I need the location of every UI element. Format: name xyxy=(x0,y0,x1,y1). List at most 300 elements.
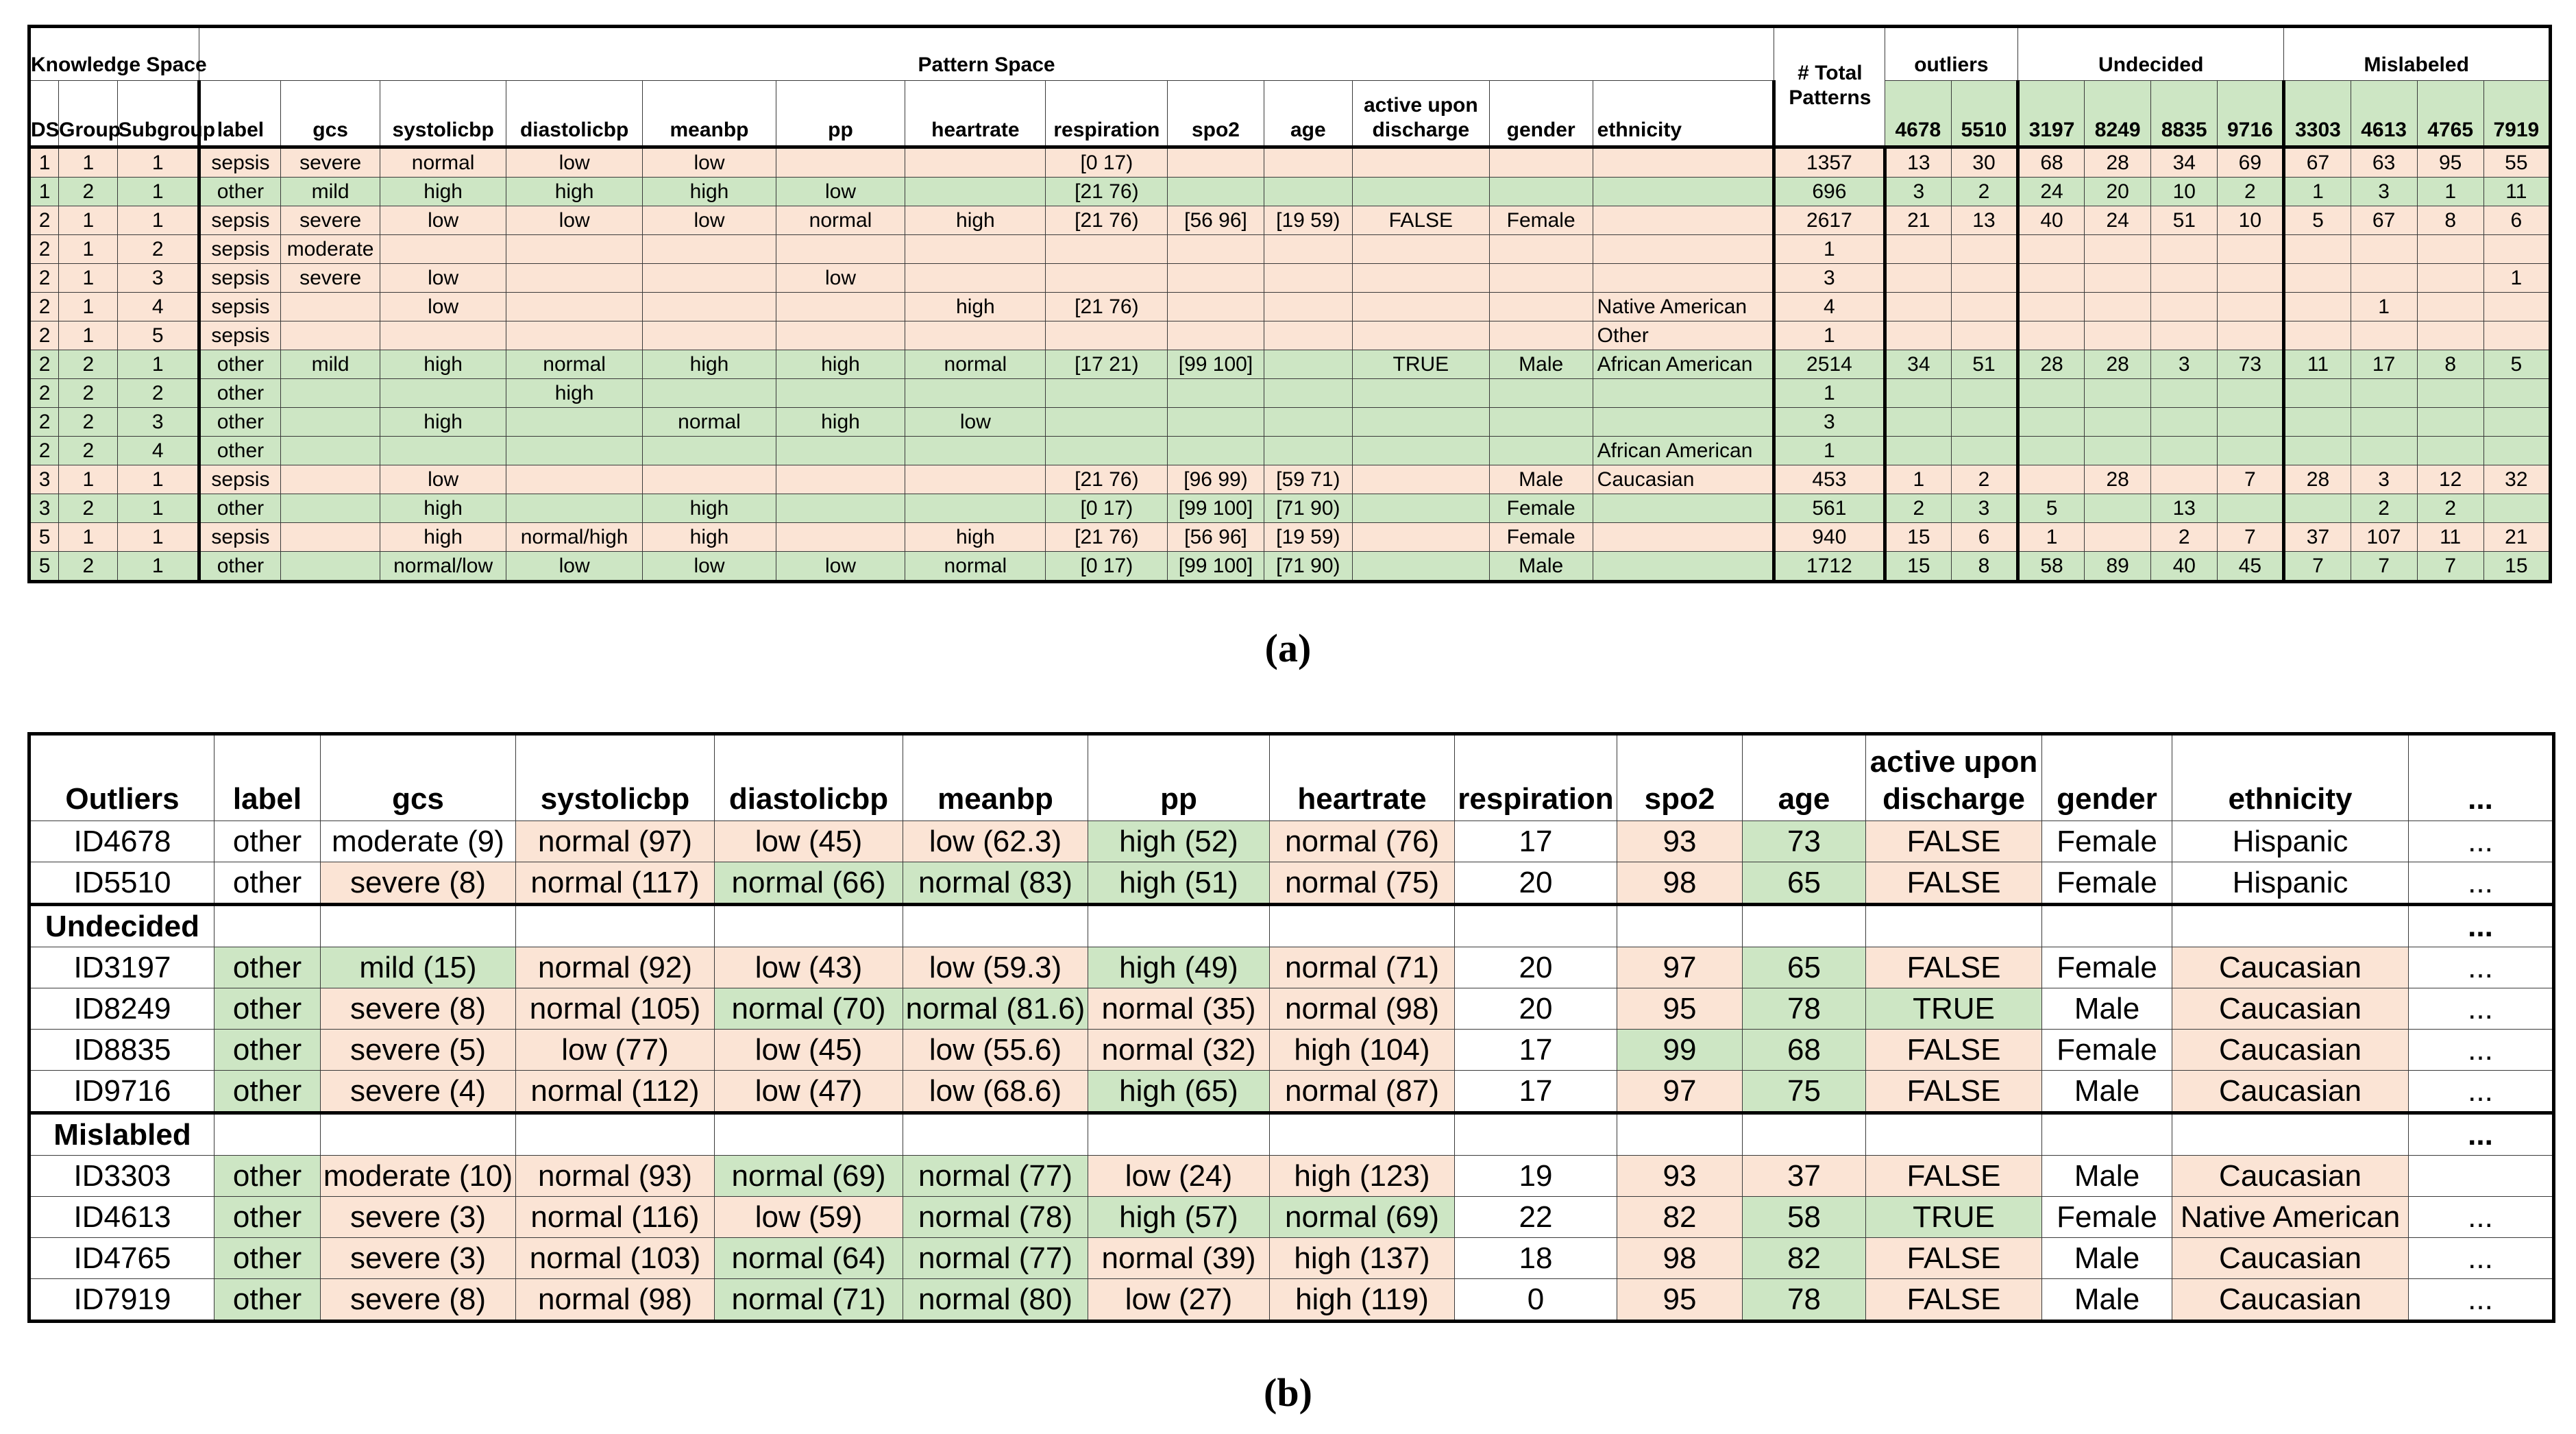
case-cell: FALSE xyxy=(1866,947,2042,988)
pattern-cell: severe xyxy=(280,206,380,235)
case-cell: ... xyxy=(2409,821,2554,862)
case-cell: high (49) xyxy=(1088,947,1270,988)
id-count-cell: 21 xyxy=(2483,523,2550,552)
id-count-cell: 15 xyxy=(1885,523,1951,552)
pattern-cell xyxy=(1046,264,1168,293)
case-cell: ... xyxy=(2409,1238,2554,1279)
pattern-row xyxy=(29,147,2551,178)
col-header-b-6: pp xyxy=(1088,734,1270,821)
id-count-cell xyxy=(2218,264,2284,293)
case-cell: ... xyxy=(2409,1071,2554,1113)
col-header-b-1: label xyxy=(214,734,321,821)
pattern-cell xyxy=(776,147,905,178)
id-count-cell: 24 xyxy=(2085,206,2151,235)
pattern-cell: high xyxy=(776,408,905,437)
pattern-cell xyxy=(1353,235,1490,264)
id-count-cell: 24 xyxy=(2018,178,2085,206)
id-count-cell: 13 xyxy=(1951,206,2017,235)
total-patterns-cell: 3 xyxy=(1774,264,1885,293)
col-header-b-5: meanbp xyxy=(903,734,1088,821)
case-cell: normal (70) xyxy=(715,988,903,1030)
pattern-cell: normal/high xyxy=(506,523,643,552)
id-count-cell xyxy=(2483,379,2550,408)
case-cell: normal (77) xyxy=(903,1238,1088,1279)
id-count-cell: 34 xyxy=(1885,350,1951,379)
group-empty-cell xyxy=(1617,1113,1743,1156)
case-cell: normal (87) xyxy=(1270,1071,1455,1113)
pattern-cell xyxy=(776,523,905,552)
pattern-cell: normal xyxy=(506,350,643,379)
pattern-cell xyxy=(1593,494,1774,523)
case-cell: Caucasian xyxy=(2172,1156,2409,1197)
id-count-cell: 34 xyxy=(2151,147,2218,178)
pattern-cell: [71 90) xyxy=(1264,494,1352,523)
group-name: Undecided xyxy=(29,905,214,947)
pattern-cell: 1 xyxy=(118,552,199,582)
id-col-header-1: 5510 xyxy=(1951,81,2017,147)
id-count-cell: 68 xyxy=(2018,147,2085,178)
pattern-cell: moderate xyxy=(280,235,380,264)
case-cell: 93 xyxy=(1617,1156,1743,1197)
pattern-summary-table xyxy=(27,25,2552,583)
case-cell: severe (8) xyxy=(321,862,516,905)
pattern-cell xyxy=(1489,293,1593,321)
pattern-cell xyxy=(1353,293,1490,321)
group-empty-cell xyxy=(903,905,1088,947)
pattern-cell: 3 xyxy=(29,494,59,523)
col-header-9: heartrate xyxy=(905,81,1046,147)
id-count-cell xyxy=(2351,235,2417,264)
group-empty-cell xyxy=(214,905,321,947)
pattern-cell xyxy=(1168,293,1264,321)
id-count-cell: 73 xyxy=(2218,350,2284,379)
id-count-cell xyxy=(2085,523,2151,552)
pattern-cell: other xyxy=(199,379,281,408)
pattern-cell: 2 xyxy=(118,235,199,264)
case-cell: 73 xyxy=(1743,821,1866,862)
pattern-cell: severe xyxy=(280,264,380,293)
pattern-cell xyxy=(1353,408,1490,437)
case-cell: normal (98) xyxy=(516,1279,715,1322)
case-row xyxy=(29,1279,2554,1322)
pattern-cell: 3 xyxy=(118,264,199,293)
id-count-cell xyxy=(2483,408,2550,437)
pattern-cell xyxy=(280,552,380,582)
pattern-cell: high xyxy=(506,379,643,408)
pattern-cell xyxy=(1168,321,1264,350)
pattern-cell xyxy=(1353,494,1490,523)
case-cell: 22 xyxy=(1455,1197,1617,1238)
group-empty-cell xyxy=(2172,1113,2409,1156)
pattern-cell: sepsis xyxy=(199,293,281,321)
pattern-cell xyxy=(776,437,905,465)
case-cell: ... xyxy=(2409,1030,2554,1071)
group-empty-cell xyxy=(1617,905,1743,947)
id-count-cell xyxy=(2085,379,2151,408)
group-empty-cell xyxy=(1270,1113,1455,1156)
id-count-cell xyxy=(2284,494,2351,523)
case-cell: normal (39) xyxy=(1088,1238,1270,1279)
case-cell: normal (81.6) xyxy=(903,988,1088,1030)
pattern-cell xyxy=(905,465,1046,494)
id-count-cell xyxy=(2085,293,2151,321)
case-cell: normal (69) xyxy=(1270,1197,1455,1238)
pattern-cell xyxy=(643,235,776,264)
group-empty-cell xyxy=(1455,1113,1617,1156)
pattern-cell: 5 xyxy=(118,321,199,350)
pattern-cell: [96 99) xyxy=(1168,465,1264,494)
pattern-cell: low xyxy=(380,206,506,235)
id-count-cell xyxy=(1885,321,1951,350)
case-cell: 97 xyxy=(1617,1071,1743,1113)
total-patterns-cell: 2514 xyxy=(1774,350,1885,379)
case-row xyxy=(29,821,2554,862)
pattern-cell xyxy=(1489,321,1593,350)
pattern-cell xyxy=(1593,379,1774,408)
id-count-cell xyxy=(2085,408,2151,437)
col-header-b-11: active upon discharge xyxy=(1866,734,2042,821)
group-empty-cell xyxy=(1088,905,1270,947)
pattern-cell xyxy=(380,437,506,465)
pattern-cell: [99 100] xyxy=(1168,350,1264,379)
col-header-0: DS xyxy=(29,81,59,147)
pattern-cell: Male xyxy=(1489,350,1593,379)
id-count-cell xyxy=(2483,321,2550,350)
case-cell: other xyxy=(214,862,321,905)
pattern-cell: 1 xyxy=(59,523,118,552)
pattern-cell: sepsis xyxy=(199,235,281,264)
pattern-cell xyxy=(506,293,643,321)
pattern-cell xyxy=(905,494,1046,523)
pattern-cell: sepsis xyxy=(199,465,281,494)
pattern-cell xyxy=(1353,379,1490,408)
pattern-cell: Native American xyxy=(1593,293,1774,321)
id-count-cell: 1 xyxy=(2483,264,2550,293)
id-count-cell: 2 xyxy=(1951,178,2017,206)
pattern-cell: [21 76) xyxy=(1046,293,1168,321)
group-empty-cell xyxy=(1270,905,1455,947)
pattern-cell xyxy=(1353,465,1490,494)
group-empty-cell xyxy=(1743,1113,1866,1156)
id-count-cell xyxy=(2018,465,2085,494)
col-header-8: pp xyxy=(776,81,905,147)
id-count-cell xyxy=(2151,437,2218,465)
pattern-cell xyxy=(506,408,643,437)
pattern-cell xyxy=(280,408,380,437)
id-count-cell: 5 xyxy=(2483,350,2550,379)
id-count-cell: 7 xyxy=(2351,552,2417,582)
pattern-cell: 2 xyxy=(29,293,59,321)
pattern-cell: 1 xyxy=(29,178,59,206)
id-col-header-4: 8835 xyxy=(2151,81,2218,147)
group-empty-cell xyxy=(2172,905,2409,947)
case-cell: normal (66) xyxy=(715,862,903,905)
id-count-cell: 3 xyxy=(2151,350,2218,379)
pattern-cell xyxy=(905,178,1046,206)
pattern-cell: Other xyxy=(1593,321,1774,350)
pattern-row xyxy=(29,206,2551,235)
group-header-row xyxy=(29,1113,2554,1156)
pattern-cell: [17 21) xyxy=(1046,350,1168,379)
id-count-cell xyxy=(2218,379,2284,408)
case-cell: ... xyxy=(2409,988,2554,1030)
id-count-cell xyxy=(2218,408,2284,437)
pattern-cell xyxy=(1353,178,1490,206)
pattern-cell xyxy=(1264,437,1352,465)
pattern-cell: 1 xyxy=(59,293,118,321)
case-detail-table xyxy=(27,732,2555,1323)
group-empty-cell xyxy=(1455,905,1617,947)
case-cell: 75 xyxy=(1743,1071,1866,1113)
case-cell: high (119) xyxy=(1270,1279,1455,1322)
pattern-cell: high xyxy=(643,523,776,552)
pattern-row xyxy=(29,379,2551,408)
case-cell: low (55.6) xyxy=(903,1030,1088,1071)
group-dots: ... xyxy=(2409,1113,2554,1156)
case-cell: 20 xyxy=(1455,988,1617,1030)
case-cell: normal (105) xyxy=(516,988,715,1030)
mislabeled-header: Mislabeled xyxy=(2284,27,2551,81)
id-count-cell xyxy=(2284,264,2351,293)
pattern-cell xyxy=(776,293,905,321)
id-count-cell: 8 xyxy=(1951,552,2017,582)
pattern-cell: 4 xyxy=(118,293,199,321)
pattern-row xyxy=(29,552,2551,582)
col-header-13: active upon discharge xyxy=(1353,81,1490,147)
pattern-cell xyxy=(1489,235,1593,264)
id-count-cell xyxy=(2018,264,2085,293)
case-cell: normal (64) xyxy=(715,1238,903,1279)
group-empty-cell xyxy=(2042,905,2172,947)
id-count-cell: 11 xyxy=(2483,178,2550,206)
id-count-cell: 3 xyxy=(1951,494,2017,523)
case-row xyxy=(29,1156,2554,1197)
id-count-cell xyxy=(2151,379,2218,408)
pattern-cell: 2 xyxy=(59,350,118,379)
case-cell: severe (3) xyxy=(321,1238,516,1279)
case-cell: Hispanic xyxy=(2172,821,2409,862)
case-cell: FALSE xyxy=(1866,862,2042,905)
pattern-cell: 3 xyxy=(118,408,199,437)
pattern-cell: 2 xyxy=(29,379,59,408)
pattern-cell xyxy=(905,321,1046,350)
id-count-cell xyxy=(2151,465,2218,494)
id-count-cell: 7 xyxy=(2284,552,2351,582)
case-cell: 99 xyxy=(1617,1030,1743,1071)
id-col-header-6: 3303 xyxy=(2284,81,2351,147)
case-cell: severe (8) xyxy=(321,1279,516,1322)
col-header-b-0: Outliers xyxy=(29,734,214,821)
id-count-cell: 10 xyxy=(2218,206,2284,235)
pattern-cell: [99 100] xyxy=(1168,494,1264,523)
pattern-cell: low xyxy=(506,206,643,235)
id-count-cell: 8 xyxy=(2417,350,2483,379)
case-cell: normal (98) xyxy=(1270,988,1455,1030)
pattern-cell xyxy=(280,379,380,408)
id-count-cell xyxy=(2284,321,2351,350)
id-col-header-3: 8249 xyxy=(2085,81,2151,147)
outliers-header: outliers xyxy=(1885,27,2017,81)
pattern-cell: African American xyxy=(1593,437,1774,465)
pattern-cell: high xyxy=(776,350,905,379)
pattern-cell xyxy=(1264,408,1352,437)
pattern-row xyxy=(29,465,2551,494)
pattern-cell xyxy=(506,235,643,264)
id-count-cell xyxy=(1951,321,2017,350)
pattern-cell: [71 90) xyxy=(1264,552,1352,582)
id-count-cell: 7 xyxy=(2218,465,2284,494)
case-cell: Male xyxy=(2042,1156,2172,1197)
total-patterns-cell: 2617 xyxy=(1774,206,1885,235)
id-count-cell xyxy=(2085,321,2151,350)
id-count-cell xyxy=(2417,235,2483,264)
id-col-header-5: 9716 xyxy=(2218,81,2284,147)
id-count-cell xyxy=(2085,494,2151,523)
case-cell: normal (76) xyxy=(1270,821,1455,862)
case-cell: normal (93) xyxy=(516,1156,715,1197)
pattern-cell xyxy=(1593,552,1774,582)
case-cell: TRUE xyxy=(1866,988,2042,1030)
pattern-cell xyxy=(1264,379,1352,408)
id-count-cell xyxy=(2018,321,2085,350)
case-cell: Native American xyxy=(2172,1197,2409,1238)
case-cell: other xyxy=(214,1030,321,1071)
pattern-cell xyxy=(905,437,1046,465)
id-count-cell: 1 xyxy=(2284,178,2351,206)
pattern-row xyxy=(29,235,2551,264)
id-count-cell xyxy=(1885,293,1951,321)
case-cell: normal (83) xyxy=(903,862,1088,905)
pattern-cell xyxy=(643,437,776,465)
case-cell: 78 xyxy=(1743,1279,1866,1322)
pattern-cell: 1 xyxy=(59,147,118,178)
case-cell: Caucasian xyxy=(2172,947,2409,988)
pattern-row xyxy=(29,437,2551,465)
pattern-cell xyxy=(380,235,506,264)
pattern-cell xyxy=(506,494,643,523)
id-count-cell: 6 xyxy=(1951,523,2017,552)
id-col-header-2: 3197 xyxy=(2018,81,2085,147)
pattern-cell xyxy=(1353,552,1490,582)
pattern-cell: Female xyxy=(1489,206,1593,235)
pattern-cell: [59 71) xyxy=(1264,465,1352,494)
pattern-cell: 2 xyxy=(59,494,118,523)
pattern-cell: high xyxy=(905,293,1046,321)
pattern-cell: low xyxy=(380,293,506,321)
total-patterns-cell: 1 xyxy=(1774,437,1885,465)
case-cell: normal (78) xyxy=(903,1197,1088,1238)
id-count-cell xyxy=(2018,235,2085,264)
pattern-cell: low xyxy=(506,552,643,582)
pattern-cell: low xyxy=(776,264,905,293)
pattern-cell xyxy=(506,264,643,293)
pattern-cell: 2 xyxy=(59,437,118,465)
id-count-cell: 11 xyxy=(2284,350,2351,379)
case-cell: FALSE xyxy=(1866,1156,2042,1197)
case-cell: FALSE xyxy=(1866,821,2042,862)
case-cell: normal (69) xyxy=(715,1156,903,1197)
pattern-cell: [19 59) xyxy=(1264,206,1352,235)
pattern-cell: normal xyxy=(776,206,905,235)
id-count-cell: 28 xyxy=(2018,350,2085,379)
case-cell: 0 xyxy=(1455,1279,1617,1322)
case-cell: high (104) xyxy=(1270,1030,1455,1071)
pattern-cell xyxy=(1489,264,1593,293)
pattern-cell: normal xyxy=(380,147,506,178)
pattern-cell xyxy=(380,321,506,350)
id-count-cell: 28 xyxy=(2085,147,2151,178)
case-cell: 17 xyxy=(1455,821,1617,862)
col-header-b-3: systolicbp xyxy=(516,734,715,821)
group-empty-cell xyxy=(2042,1113,2172,1156)
case-cell: high (123) xyxy=(1270,1156,1455,1197)
case-id: ID4765 xyxy=(29,1238,214,1279)
pattern-cell: 1 xyxy=(118,206,199,235)
total-patterns-cell: 940 xyxy=(1774,523,1885,552)
pattern-cell: sepsis xyxy=(199,147,281,178)
case-id: ID5510 xyxy=(29,862,214,905)
case-cell: normal (75) xyxy=(1270,862,1455,905)
case-cell: ... xyxy=(2409,1279,2554,1322)
id-count-cell xyxy=(2284,379,2351,408)
case-cell: high (57) xyxy=(1088,1197,1270,1238)
col-header-b-2: gcs xyxy=(321,734,516,821)
pattern-cell xyxy=(1046,379,1168,408)
total-patterns-cell: 3 xyxy=(1774,408,1885,437)
pattern-cell xyxy=(1593,178,1774,206)
case-cell: normal (97) xyxy=(516,821,715,862)
case-cell: ... xyxy=(2409,862,2554,905)
case-cell: low (59.3) xyxy=(903,947,1088,988)
id-count-cell xyxy=(2218,321,2284,350)
pattern-cell xyxy=(1489,408,1593,437)
pattern-cell: other xyxy=(199,494,281,523)
id-count-cell: 69 xyxy=(2218,147,2284,178)
group-empty-cell xyxy=(516,1113,715,1156)
case-cell: 68 xyxy=(1743,1030,1866,1071)
case-cell: moderate (9) xyxy=(321,821,516,862)
id-count-cell xyxy=(2151,321,2218,350)
pattern-cell xyxy=(1264,264,1352,293)
pattern-cell: other xyxy=(199,178,281,206)
case-cell: Caucasian xyxy=(2172,988,2409,1030)
pattern-row xyxy=(29,523,2551,552)
pattern-cell: normal xyxy=(643,408,776,437)
case-row xyxy=(29,1071,2554,1113)
col-header-15: ethnicity xyxy=(1593,81,1774,147)
case-cell: severe (3) xyxy=(321,1197,516,1238)
case-cell: 82 xyxy=(1617,1197,1743,1238)
id-count-cell xyxy=(2018,408,2085,437)
pattern-cell: 2 xyxy=(59,379,118,408)
column-header-row-b xyxy=(29,734,2554,821)
pattern-cell: 1 xyxy=(118,494,199,523)
id-count-cell xyxy=(2351,437,2417,465)
pattern-cell: high xyxy=(506,178,643,206)
total-patterns-cell: 453 xyxy=(1774,465,1885,494)
pattern-cell: high xyxy=(380,408,506,437)
pattern-cell: high xyxy=(643,178,776,206)
id-count-cell: 5 xyxy=(2284,206,2351,235)
pattern-cell xyxy=(1168,437,1264,465)
id-count-cell: 1 xyxy=(1885,465,1951,494)
pattern-cell: mild xyxy=(280,350,380,379)
col-header-5: systolicbp xyxy=(380,81,506,147)
id-count-cell xyxy=(2151,293,2218,321)
case-cell: 95 xyxy=(1617,988,1743,1030)
id-count-cell: 21 xyxy=(1885,206,1951,235)
id-count-cell xyxy=(2351,264,2417,293)
